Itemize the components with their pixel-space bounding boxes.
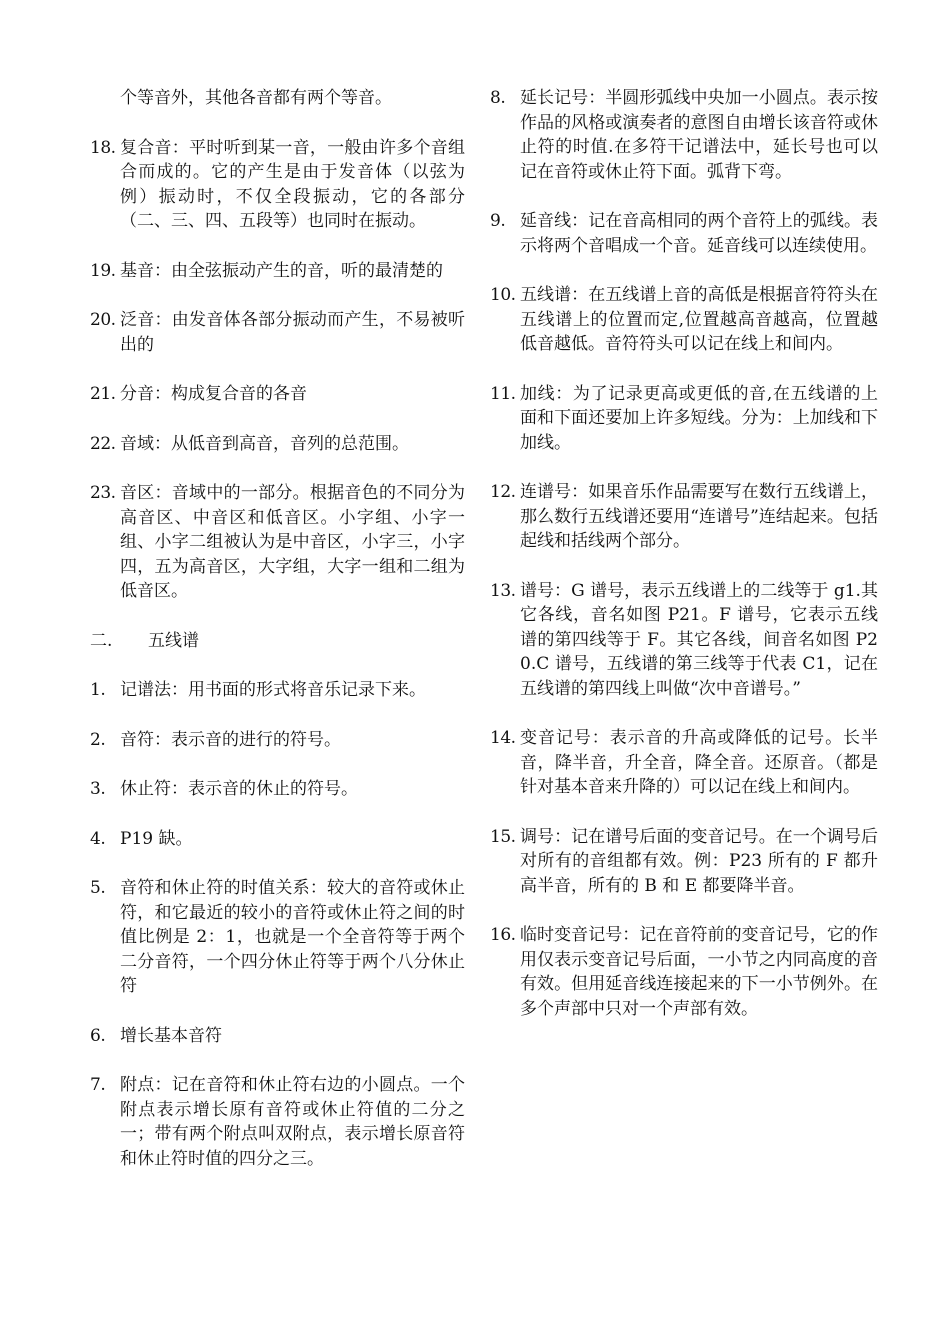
item-number: 2. [90,729,106,750]
list-item [90,259,465,284]
list-item [90,876,465,999]
item-text: 延长记号：半圆形弧线中央加一小圆点。表示按作品的风格或演奏者的意图自由增长该音符或休止符的时值.在多符干记谱法中，延长号也可以记在音符或休止符下面。弧背下弯。 [520,88,878,182]
item-number: 20. [90,310,116,330]
item-number: 7. [90,1075,106,1095]
item-text: 记谱法：用书面的形式将音乐记录下来。 [120,680,426,700]
item-number: 21. [90,384,116,404]
list-item [90,136,465,234]
item-number: 12. [490,482,516,502]
item-number: 22. [90,433,116,454]
list-item [490,209,878,258]
item-text: 加线：为了记录更高或更低的音,在五线谱的上面和下面还要加上许多短线。分为：上加线和下加线。 [520,383,878,453]
list-item [90,728,465,753]
list-item [490,86,878,184]
item-text: 变音记号：表示音的升高或降低的记号。长半音，降半音，升全音，降全音。还原音。（都是针对基本音来升降的）可以记在线上和间内。 [520,728,878,797]
item-number: 9. [490,211,506,231]
item-number: 11. [490,383,516,404]
item-number: 23. [90,483,116,503]
item-text: 五线谱：在五线谱上音的高低是根据音符符头在五线谱上的位置而定,位置越高音越高，位置越低音越低。音符符头可以记在线上和间内。 [520,285,878,354]
list-item [490,382,878,456]
item-text: P19 缺。 [120,828,193,849]
list-item [90,678,465,703]
list-item [90,308,465,357]
list-item [90,777,465,802]
item-text: 临时变音记号：记在音符前的变音记号，它的作用仅表示变音记号后面，一小节之内同高度的音有效。但用延音线连接起来的下一小节例外。在多个声部中只对一个声部有效。 [520,925,878,1019]
item-text: 休止符：表示音的休止的符号。 [120,779,358,799]
list-item [90,827,465,852]
continuation-text [90,86,465,111]
item-number: 10. [490,285,516,305]
list-item [490,825,878,899]
item-number: 1. [90,680,106,700]
right-column [490,86,878,1046]
item-text: 音域：从低音到高音，音列的总范围。 [120,433,409,454]
item-number: 19. [90,260,116,281]
item-text: 延音线：记在音高相同的两个音符上的弧线。表示将两个音唱成一个音。延音线可以连续使用。 [520,211,878,256]
list-item [90,382,465,407]
item-text: 附点：记在音符和休止符右边的小圆点。一个附点表示增长原有音符或休止符值的二分之一；带有两个附点叫双附点，表示增长原音符和休止符时值的四分之三。 [120,1075,465,1169]
list-item [490,480,878,554]
item-number: 13. [490,580,516,601]
item-text: 分音：构成复合音的各音 [120,384,307,404]
item-number: 5. [90,878,106,898]
item-number: 4. [90,828,106,849]
item-text: 谱号：G 谱号，表示五线谱上的二线等于 g1.其它各线，音名如图 P21。F 谱号，它表示五线谱的第四线等于 F。其它各线，间音名如图 P20.C 谱号，五线谱的第三线等于代表 C1，记在五线谱的第四线上叫做“次中音谱号。” [520,580,878,699]
continuation-line: 个等音外，其他各音都有两个等音。 [120,88,392,108]
item-number: 6. [90,1025,106,1046]
item-text: 音符和休止符的时值关系：较大的音符或休止符，和它最近的较小的音符或休止符之间的时值比例是 2：1，也就是一个全音符等于两个二分音符，一个四分休止符等于两个八分休止符 [120,878,465,996]
item-text: 增长基本音符 [120,1025,222,1046]
list-item [490,726,878,800]
item-number: 3. [90,779,106,799]
item-text: 基音：由全弦振动产生的音，听的最清楚的 [120,260,443,281]
item-text: 连谱号：如果音乐作品需要写在数行五线谱上，那么数行五线谱还要用“连谱号”连结起来。包括起线和括线两个部分。 [520,482,878,551]
item-text: 音区：音域中的一部分。根据音色的不同分为高音区、中音区和低音区。小字组、小字一组、小字二组被认为是中音区，小字三，小字四，五为高音区，大字组，大字一组和二组为低音区。 [120,483,465,601]
list-item [90,432,465,457]
section-number: 二. [90,630,113,651]
list-item [490,579,878,702]
list-item [90,481,465,604]
item-text: 音符：表示音的进行的符号。 [120,729,341,750]
list-item [490,283,878,357]
item-number: 15. [490,826,516,847]
item-text: 调号：记在谱号后面的变音记号。在一个调号后对所有的音组都有效。例：P23 所有的 F 都升高半音，所有的 B 和 E 都要降半音。 [520,826,878,896]
item-number: 14. [490,728,516,748]
item-number: 16. [490,925,516,945]
item-text: 复合音：平时听到某一音，一般由许多个音组合而成的。它的产生是由于发音体（以弦为例）振动时，不仅全段振动，它的各部分（二、三、四、五段等）也同时在振动。 [120,137,465,231]
item-text: 泛音：由发音体各部分振动而产生，不易被听出的 [120,310,465,355]
section-title: 五线谱 [148,630,199,651]
item-number: 18. [90,137,116,158]
list-item [90,1024,465,1049]
left-column [90,86,465,1196]
list-item [90,1073,465,1171]
list-item [490,923,878,1021]
item-number: 8. [490,88,506,108]
section-heading [90,629,465,654]
